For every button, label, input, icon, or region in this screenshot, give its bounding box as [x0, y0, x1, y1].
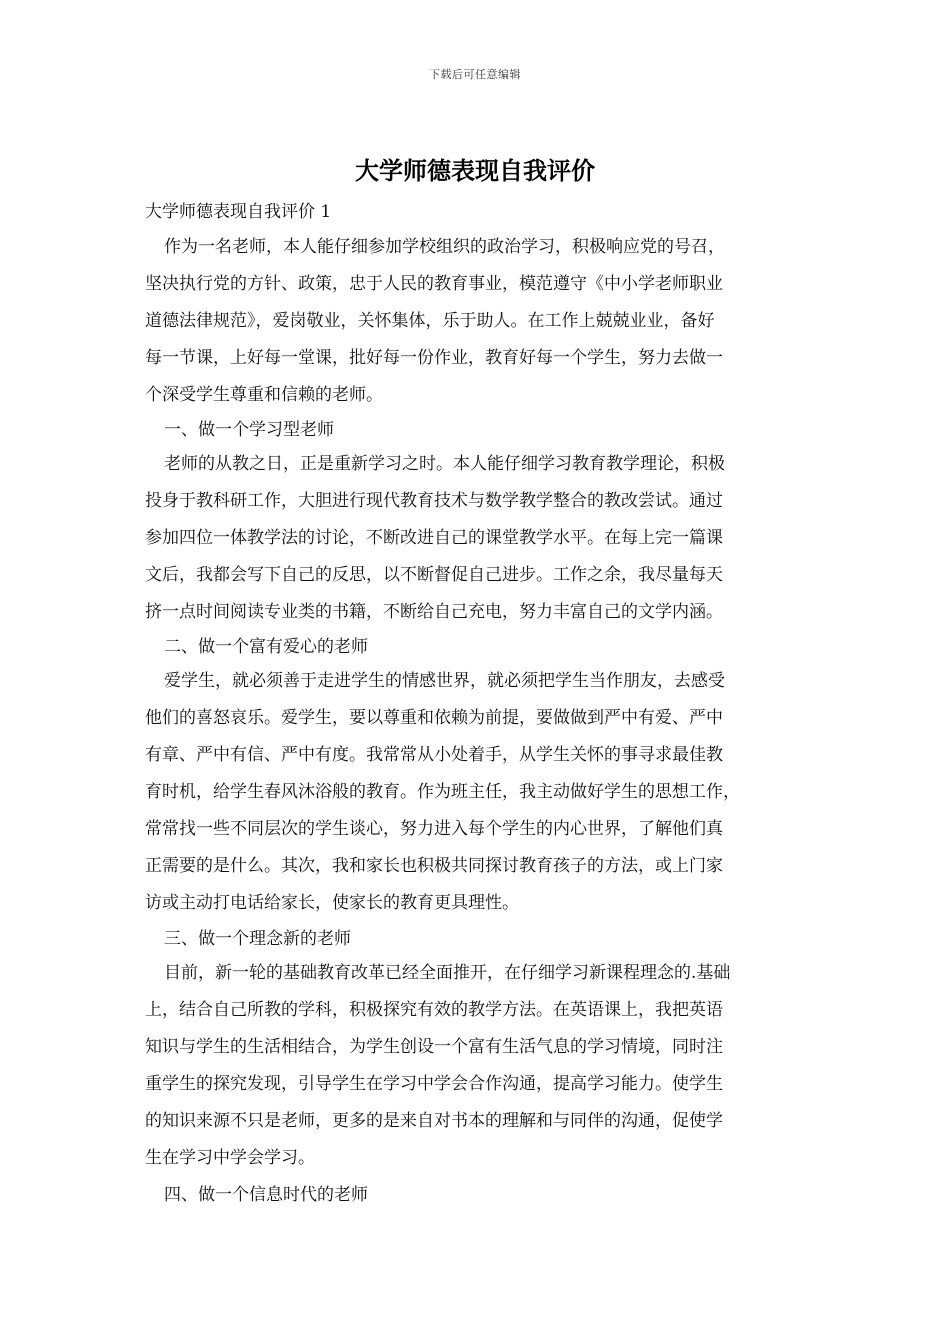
section-heading: 四、做一个信息时代的老师	[164, 1185, 368, 1205]
section-heading: 三、做一个理念新的老师	[164, 929, 351, 949]
paragraph-learning	[145, 446, 810, 631]
section-heading-4	[145, 1177, 810, 1214]
document-subtitle: 大学师德表现自我评价 1	[145, 202, 332, 222]
paragraph-line: 正需要的是什么。其次，我和家长也积极共同探讨教育孩子的方法，或上门家	[145, 856, 723, 876]
paragraph-line: 文后，我都会写下自己的反思，以不断督促自己进步。工作之余，我尽量每天	[145, 565, 723, 585]
paragraph-line: 有章、严中有信、严中有度。我常常从小处着手，从学生关怀的事寻求最佳教	[145, 745, 723, 765]
document-title: 大学师德表现自我评价	[355, 156, 595, 185]
paragraph-line: 投身于教科研工作，大胆进行现代教育技术与数学教学整合的教改尝试。通过	[145, 491, 723, 511]
paragraph-line: 的知识来源不只是老师，更多的是来自对书本的理解和与同伴的沟通，促使学	[145, 1111, 723, 1131]
paragraph-line: 每一节课，上好每一堂课，批好每一份作业，教育好每一个学生，努力去做一	[145, 348, 723, 368]
paragraph-intro	[145, 229, 810, 414]
paragraph-line: 坚决执行党的方针、政策，忠于人民的教育事业，模范遵守《中小学老师职业	[145, 274, 723, 294]
section-heading: 二、做一个富有爱心的老师	[164, 637, 368, 657]
paragraph-line: 重学生的探究发现，引导学生在学习中学会合作沟通，提高学习能力。使学生	[145, 1074, 723, 1094]
paragraph-line: 他们的喜怒哀乐。爱学生，要以尊重和依赖为前提，要做做到严中有爱、严中	[145, 708, 723, 728]
paragraph-love	[145, 663, 810, 922]
section-heading: 一、做一个学习型老师	[164, 420, 334, 440]
paragraph-line: 个深受学生尊重和信赖的老师。	[145, 385, 383, 405]
section-heading-2	[145, 629, 810, 666]
paragraph-line: 生在学习中学会学习。	[145, 1148, 315, 1168]
paragraph-line: 知识与学生的生活相结合，为学生创设一个富有生活气息的学习情境，同时注	[145, 1037, 723, 1057]
paragraph-concept	[145, 955, 810, 1177]
section-heading-3	[145, 921, 810, 958]
paragraph-line: 爱学生，就必须善于走进学生的情感世界，就必须把学生当作朋友，去感受	[164, 671, 725, 691]
paragraph-line: 道德法律规范》，爱岗敬业，关怀集体，乐于助人。在工作上兢兢业业，备好	[145, 311, 715, 331]
paragraph-line: 参加四位一体教学法的讨论，不断改进自己的课堂教学水平。在每上完一篇课	[145, 528, 723, 548]
paragraph-line: 上，结合自己所教的学科，积极探究有效的教学方法。在英语课上，我把英语	[145, 1000, 723, 1020]
paragraph-line: 老师的从教之日，正是重新学习之时。本人能仔细学习教育教学理论，积极	[164, 454, 725, 474]
paragraph-line: 挤一点时间阅读专业类的书籍，不断给自己充电，努力丰富自己的文学内涵。	[145, 602, 723, 622]
paragraph-line: 作为一名老师，本人能仔细参加学校组织的政治学习，积极响应党的号召，	[164, 237, 725, 257]
header-note: 下载后可任意编辑	[429, 68, 521, 81]
paragraph-line: 常常找一些不同层次的学生谈心，努力进入每个学生的内心世界，了解他们真	[145, 819, 723, 839]
paragraph-line: 访或主动打电话给家长，使家长的教育更具理性。	[145, 893, 519, 913]
paragraph-line: 育时机，给学生春风沐浴般的教育。作为班主任，我主动做好学生的思想工作，	[145, 782, 740, 802]
section-heading-1	[145, 412, 810, 449]
paragraph-line: 目前，新一轮的基础教育改革已经全面推开，在仔细学习新课程理念的.基础	[164, 963, 731, 983]
